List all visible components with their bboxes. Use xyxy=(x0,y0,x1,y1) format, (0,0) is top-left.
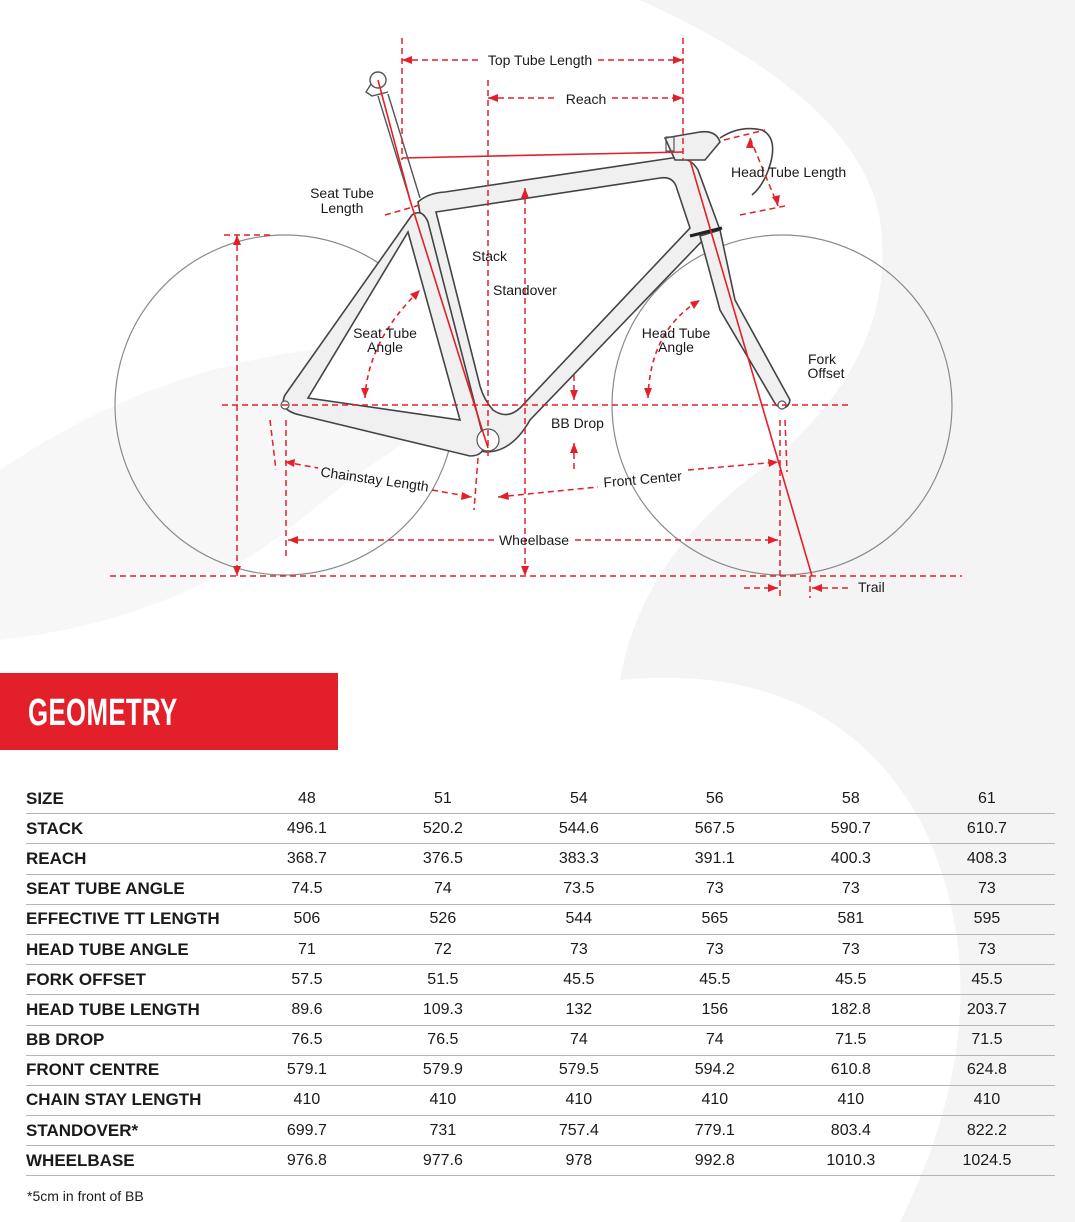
table-row xyxy=(26,1085,1055,1115)
value-cell: 73 xyxy=(647,934,783,964)
value-cell: 992.8 xyxy=(647,1146,783,1176)
value-cell: 410 xyxy=(647,1085,783,1115)
label-seat-tube-length-line2: Length xyxy=(320,200,364,216)
value-cell: 73 xyxy=(783,934,919,964)
value-cell: 400.3 xyxy=(783,844,919,874)
value-cell: 410 xyxy=(783,1085,919,1115)
label-seat-tube-length-line1: Seat Tube xyxy=(310,185,374,201)
value-cell: 496.1 xyxy=(239,814,375,844)
value-cell: 581 xyxy=(783,904,919,934)
value-cell: 203.7 xyxy=(919,995,1055,1025)
label-head-tube-angle-line1: Head Tube xyxy=(641,325,711,341)
value-cell: 590.7 xyxy=(783,814,919,844)
table-row xyxy=(26,844,1055,874)
value-cell: 72 xyxy=(375,934,511,964)
size-cell: 56 xyxy=(647,784,783,814)
value-cell: 579.5 xyxy=(511,1055,647,1085)
label-bb-drop: BB Drop xyxy=(551,415,604,431)
value-cell: 73 xyxy=(919,874,1055,904)
table-row xyxy=(26,814,1055,844)
value-cell: 803.4 xyxy=(783,1116,919,1146)
value-cell: 526 xyxy=(375,904,511,934)
row-label: HEAD TUBE ANGLE xyxy=(26,934,239,964)
label-standover: Standover xyxy=(493,282,557,298)
row-label: WHEELBASE xyxy=(26,1146,239,1176)
value-cell: 977.6 xyxy=(375,1146,511,1176)
row-label: STACK xyxy=(26,814,239,844)
row-label: STANDOVER* xyxy=(26,1116,239,1146)
table-row xyxy=(26,934,1055,964)
value-cell: 156 xyxy=(647,995,783,1025)
value-cell: 76.5 xyxy=(239,1025,375,1055)
value-cell: 73 xyxy=(783,874,919,904)
value-cell: 132 xyxy=(511,995,647,1025)
value-cell: 368.7 xyxy=(239,844,375,874)
value-cell: 51.5 xyxy=(375,965,511,995)
geometry-table xyxy=(26,784,1055,1176)
table-header-row xyxy=(26,784,1055,814)
value-cell: 978 xyxy=(511,1146,647,1176)
size-cell: 51 xyxy=(375,784,511,814)
value-cell: 779.1 xyxy=(647,1116,783,1146)
value-cell: 822.2 xyxy=(919,1116,1055,1146)
size-cell: 61 xyxy=(919,784,1055,814)
table-row xyxy=(26,1146,1055,1176)
value-cell: 391.1 xyxy=(647,844,783,874)
value-cell: 45.5 xyxy=(647,965,783,995)
table-row xyxy=(26,995,1055,1025)
table-row xyxy=(26,965,1055,995)
size-cell: 48 xyxy=(239,784,375,814)
value-cell: 1010.3 xyxy=(783,1146,919,1176)
table-row xyxy=(26,1055,1055,1085)
value-cell: 74 xyxy=(511,1025,647,1055)
value-cell: 976.8 xyxy=(239,1146,375,1176)
value-cell: 731 xyxy=(375,1116,511,1146)
value-cell: 594.2 xyxy=(647,1055,783,1085)
value-cell: 610.7 xyxy=(919,814,1055,844)
table-row xyxy=(26,904,1055,934)
value-cell: 544 xyxy=(511,904,647,934)
label-reach: Reach xyxy=(565,91,607,107)
label-seat-tube-angle-line2: Angle xyxy=(367,339,403,355)
value-cell: 544.6 xyxy=(511,814,647,844)
row-label: HEAD TUBE LENGTH xyxy=(26,995,239,1025)
row-label: FORK OFFSET xyxy=(26,965,239,995)
value-cell: 74 xyxy=(647,1025,783,1055)
label-head-tube-angle-line2: Angle xyxy=(658,339,694,355)
label-chainstay-length: Chainstay Length xyxy=(319,463,430,495)
table-row xyxy=(26,874,1055,904)
size-cell: 54 xyxy=(511,784,647,814)
value-cell: 1024.5 xyxy=(919,1146,1055,1176)
row-label: EFFECTIVE TT LENGTH xyxy=(26,904,239,934)
value-cell: 408.3 xyxy=(919,844,1055,874)
label-seat-tube-angle-line1: Seat Tube xyxy=(353,325,417,341)
value-cell: 567.5 xyxy=(647,814,783,844)
value-cell: 699.7 xyxy=(239,1116,375,1146)
row-label: BB DROP xyxy=(26,1025,239,1055)
value-cell: 383.3 xyxy=(511,844,647,874)
row-label: SEAT TUBE ANGLE xyxy=(26,874,239,904)
value-cell: 610.8 xyxy=(783,1055,919,1085)
label-stack: Stack xyxy=(472,248,508,264)
value-cell: 579.9 xyxy=(375,1055,511,1085)
value-cell: 57.5 xyxy=(239,965,375,995)
value-cell: 579.1 xyxy=(239,1055,375,1085)
row-label: FRONT CENTRE xyxy=(26,1055,239,1085)
geometry-banner xyxy=(0,673,338,750)
footnote: *5cm in front of BB xyxy=(27,1188,144,1204)
geometry-title: GEOMETRY xyxy=(28,692,178,734)
value-cell: 757.4 xyxy=(511,1116,647,1146)
value-cell: 73.5 xyxy=(511,874,647,904)
label-fork-offset-line1: Fork xyxy=(808,351,836,367)
label-trail: Trail xyxy=(858,579,885,595)
value-cell: 45.5 xyxy=(783,965,919,995)
label-front-center: Front Center xyxy=(602,467,683,491)
value-cell: 410 xyxy=(239,1085,375,1115)
value-cell: 73 xyxy=(511,934,647,964)
value-cell: 89.6 xyxy=(239,995,375,1025)
value-cell: 73 xyxy=(647,874,783,904)
label-head-tube-length: Head Tube Length xyxy=(731,164,847,180)
value-cell: 376.5 xyxy=(375,844,511,874)
value-cell: 73 xyxy=(919,934,1055,964)
table-row xyxy=(26,1025,1055,1055)
value-cell: 506 xyxy=(239,904,375,934)
value-cell: 45.5 xyxy=(511,965,647,995)
value-cell: 520.2 xyxy=(375,814,511,844)
value-cell: 109.3 xyxy=(375,995,511,1025)
value-cell: 74.5 xyxy=(239,874,375,904)
value-cell: 71.5 xyxy=(783,1025,919,1055)
value-cell: 410 xyxy=(375,1085,511,1115)
value-cell: 76.5 xyxy=(375,1025,511,1055)
label-fork-offset-line2: Offset xyxy=(807,365,845,381)
table-row xyxy=(26,1116,1055,1146)
value-cell: 182.8 xyxy=(783,995,919,1025)
value-cell: 45.5 xyxy=(919,965,1055,995)
value-cell: 410 xyxy=(919,1085,1055,1115)
value-cell: 71 xyxy=(239,934,375,964)
value-cell: 71.5 xyxy=(919,1025,1055,1055)
row-label: CHAIN STAY LENGTH xyxy=(26,1085,239,1115)
row-label: SIZE xyxy=(26,784,239,814)
value-cell: 565 xyxy=(647,904,783,934)
value-cell: 410 xyxy=(511,1085,647,1115)
value-cell: 595 xyxy=(919,904,1055,934)
value-cell: 74 xyxy=(375,874,511,904)
size-cell: 58 xyxy=(783,784,919,814)
label-wheelbase: Wheelbase xyxy=(498,532,570,548)
label-top-tube-length: Top Tube Length xyxy=(487,52,593,68)
value-cell: 624.8 xyxy=(919,1055,1055,1085)
row-label: REACH xyxy=(26,844,239,874)
